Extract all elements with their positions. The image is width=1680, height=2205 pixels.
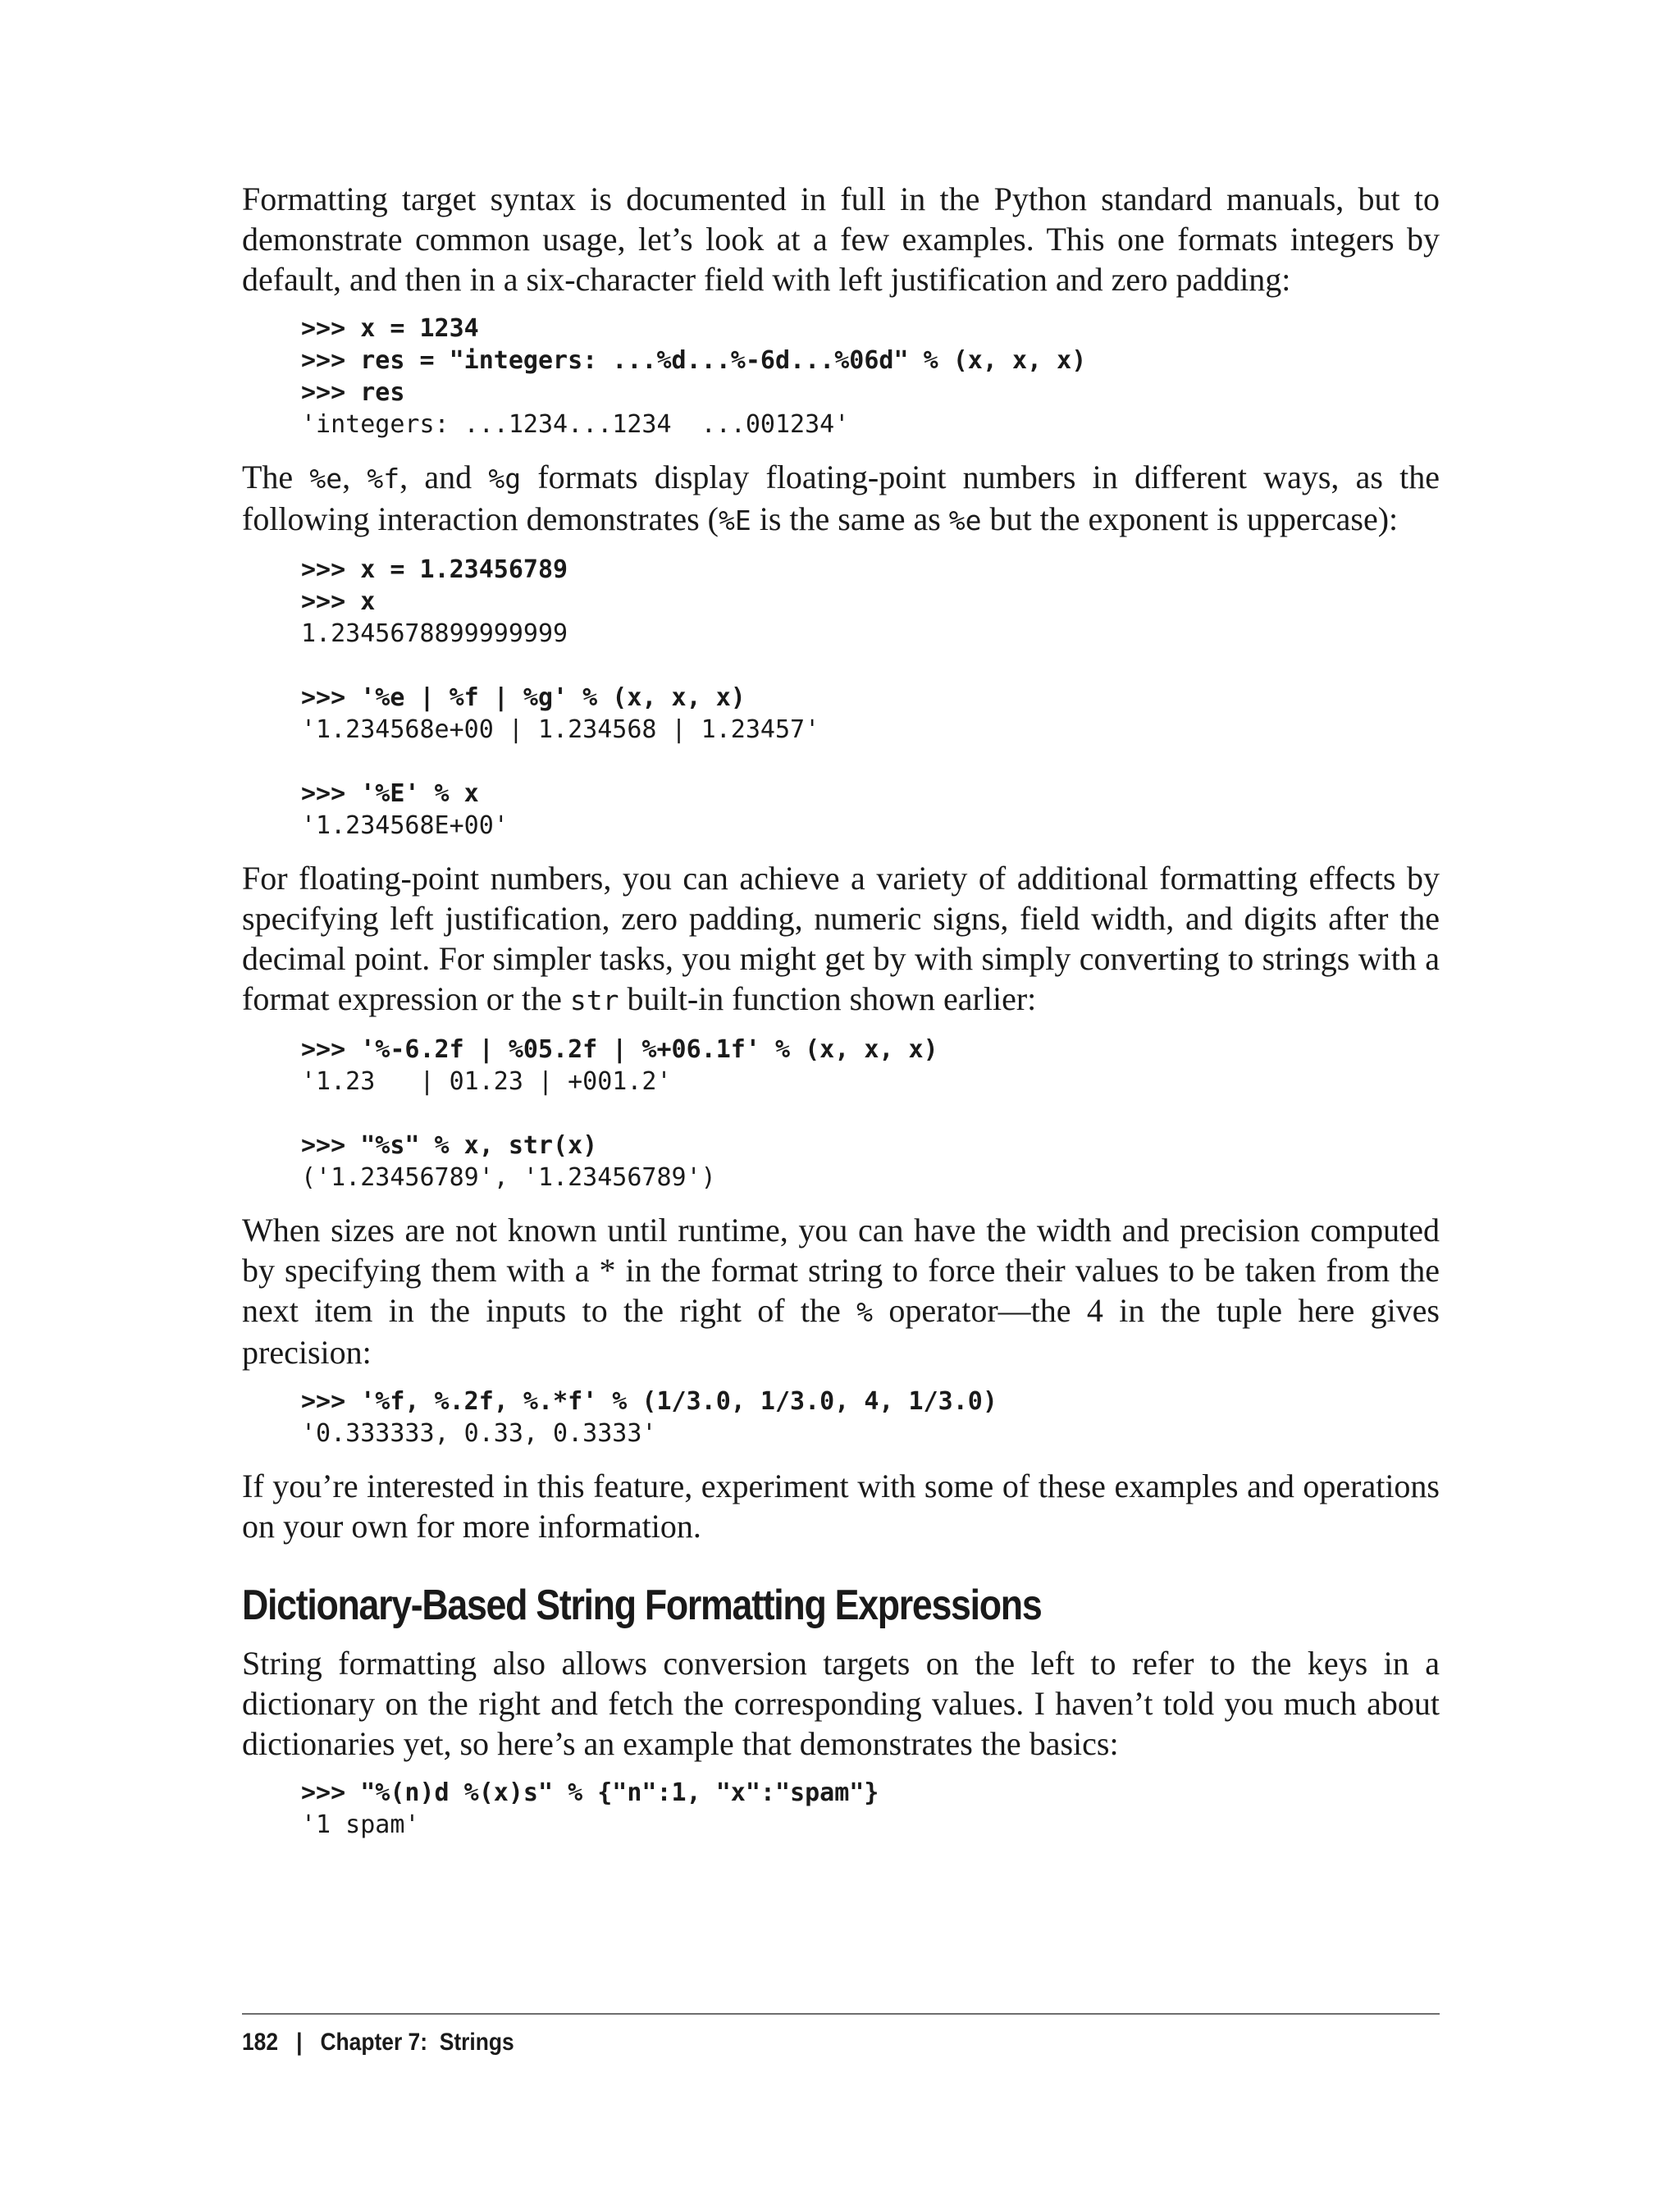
code-output-line xyxy=(301,650,1440,682)
code-block-dictionary xyxy=(242,1777,1440,1841)
text-run: The xyxy=(242,459,310,495)
page-footer xyxy=(242,2026,514,2059)
code-output-line: '1.234568E+00' xyxy=(301,811,509,840)
footer-spacer xyxy=(278,2029,296,2056)
page-number: 182 xyxy=(242,2029,279,2056)
code-output-line xyxy=(301,1098,1440,1130)
inline-code: % xyxy=(856,1296,874,1328)
paragraph-intro: Formatting target syntax is documented in full in the Python standard manuals, but to demonstrate common usage, let’s look at a few examples. This one formats integers by default, and then in a six-character field with left justification and zero padding: xyxy=(242,180,1440,298)
text-run: , xyxy=(342,459,368,495)
inline-code: %e xyxy=(948,504,982,536)
code-input-line: >>> "%s" % x, str(x) xyxy=(301,1131,598,1160)
code-block-integers xyxy=(242,313,1440,441)
code-output-line: ('1.23456789', '1.23456789') xyxy=(301,1163,716,1192)
code-block-float-effects xyxy=(242,1034,1440,1194)
text-run: but the exponent is uppercase): xyxy=(981,500,1399,537)
code-input-line: >>> x = 1.23456789 xyxy=(301,555,568,584)
text-run: is the same as xyxy=(751,500,949,537)
section-heading: Dictionary-Based String Formatting Expressions xyxy=(242,1582,1042,1629)
paragraph-float-formats xyxy=(242,457,1440,541)
code-output-line: '0.333333, 0.33, 0.3333' xyxy=(301,1419,657,1448)
code-input-line: >>> '%-6.2f | %05.2f | %+06.1f' % (x, x, x) xyxy=(301,1035,938,1064)
code-input-line: >>> x xyxy=(301,587,376,616)
code-output-line: 'integers: ...1234...1234 ...001234' xyxy=(301,410,850,439)
code-output-line: 1.2345678899999999 xyxy=(301,619,568,648)
code-output-line: '1.234568e+00 | 1.234568 | 1.23457' xyxy=(301,715,820,744)
inline-code: %E xyxy=(718,504,751,536)
text-run: built-in function shown earlier: xyxy=(619,980,1037,1017)
code-output-line xyxy=(301,746,1440,778)
code-input-line: >>> res = "integers: ...%d...%-6d...%06d" % (x, x, x) xyxy=(301,346,1087,375)
code-input-line: >>> '%e | %f | %g' % (x, x, x) xyxy=(301,683,746,712)
text-run: operator—the 4 in the tuple here gives precision: xyxy=(242,1292,1440,1371)
inline-code: %g xyxy=(488,463,522,495)
text-run: When sizes are not known until runtime, you can have the width and precision computed by specifying them with a * in the format string to force their values to be taken from the next item in the inputs to the right of the xyxy=(242,1212,1440,1329)
text-run: formats display floating-point numbers in different ways, as the following interaction demonstrates ( xyxy=(242,459,1440,537)
code-input-line: >>> '%f, %.2f, %.*f' % (1/3.0, 1/3.0, 4, 1/3.0) xyxy=(301,1387,998,1416)
code-input-line: >>> "%(n)d %(x)s" % {"n":1, "x":"spam"} xyxy=(301,1778,879,1807)
code-input-line: >>> x = 1234 xyxy=(301,314,479,343)
paragraph-float-effects xyxy=(242,858,1440,1020)
inline-code: str xyxy=(569,984,619,1016)
inline-code: %e xyxy=(309,463,343,495)
footer-separator: | xyxy=(296,2029,303,2056)
footer-spacer xyxy=(302,2029,320,2056)
paragraph-experiment: If you’re interested in this feature, experiment with some of these examples and operations on your own for more information. xyxy=(242,1468,1440,1545)
text-run: , and xyxy=(399,459,489,495)
page-body xyxy=(242,179,1440,1841)
paragraph-dictionary: String formatting also allows conversion targets on the left to refer to the keys in a dictionary on the right and fetch the corresponding values. I haven’t told you much about dictionaries yet, so here’s an example that demonstrates the basics: xyxy=(242,1645,1440,1762)
chapter-title: Chapter 7: Strings xyxy=(320,2029,514,2056)
footer-rule xyxy=(242,2013,1440,2015)
code-input-line: >>> res xyxy=(301,378,405,407)
code-input-line: >>> '%E' % x xyxy=(301,779,479,808)
code-block-float-formats xyxy=(242,554,1440,842)
paragraph-runtime-sizes xyxy=(242,1210,1440,1372)
code-output-line: '1 spam' xyxy=(301,1810,420,1839)
code-block-star-precision xyxy=(242,1386,1440,1449)
text-run: For floating-point numbers, you can achieve a variety of additional formatting effects by specifying left justification, zero padding, numeric signs, field width, and digits after the decimal point. For simpler tasks, you might get by with simply converting to strings with a format expression or the xyxy=(242,860,1440,1017)
code-output-line: '1.23 | 01.23 | +001.2' xyxy=(301,1067,672,1096)
inline-code: %f xyxy=(367,463,400,495)
